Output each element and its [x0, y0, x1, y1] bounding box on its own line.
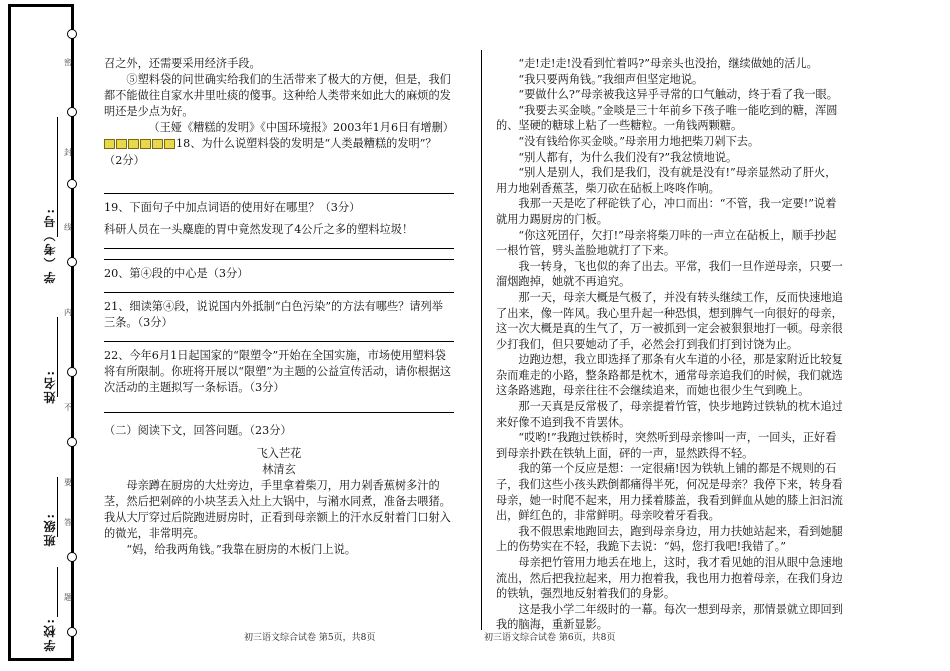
paragraph: 我的第一个反应是想：一定很痛!因为铁轨上铺的都是不规则的石子，我们这些小孩头跌倒都痛得半死，何况是母亲？我停下来，转身看母亲，她一时爬不起来，用力揉着膝盖，我看到鲜血从她的膝上汩汩流出，鲜红色的，非常鲜明。母亲咬着牙看我。	[496, 462, 843, 523]
score-box-icon	[104, 136, 176, 152]
school-line	[57, 567, 58, 617]
margin-char: 题	[64, 593, 72, 602]
question-18-text: 18、为什么说塑料袋的发明是“人类最糟糕的发明”？（2分）	[104, 137, 437, 167]
question-20: 20、第④段的中心是（3分）	[104, 266, 249, 280]
paragraph: 我一转身，飞也似的奔了出去。平常，我们一旦作逆母亲，只要一溜烟跑掉，她就不再追究。	[496, 259, 843, 289]
binding-hole-icon	[67, 257, 77, 267]
paragraph: 那一天真是反常极了，母亲提着竹管，快步地跨过铁轨的枕木追过来好像不追到我不肯罢休。	[496, 400, 843, 429]
binding-hole-icon	[67, 179, 77, 189]
exam-no-label: 学（考）号:	[43, 207, 57, 284]
binding-hole-icon	[67, 552, 77, 562]
answer-line	[104, 255, 454, 260]
section-heading: （二）阅读下文，回答问题。（23分）	[104, 424, 292, 438]
binding-hole-icon	[67, 367, 77, 377]
question-21: 21、细读第④段，说说国内外抵制“白色污染”的方法有哪些？请列举三条。（3分）	[104, 299, 443, 330]
paragraph: ⑤塑料袋的问世确实给我们的生活带来了极大的方便，但是，我们都不能做往自家水井里吐痰的傻事。这种给人类带来如此大的麻烦的发明还是少点为好。	[104, 73, 451, 119]
paragraph: 我不假思索地跑回去，跑到母亲身边，用力扶她站起来，看到她腿上的伤势实在不轻，我跪下去说：“妈，您打我吧!我错了。”	[496, 524, 843, 554]
paragraph: 我那一天是吃了秤砣铁了心，冲口而出：“不管，我一定要!”说着就用力踢厨房的门板。	[496, 197, 837, 226]
page-footer-left: 初三语文综合试卷 第5页，共8页	[244, 633, 376, 643]
paragraph: “你这死囝仔，欠打!”母亲将柴刀咔的一声立在砧板上，顺手抄起一根竹管，劈头盖脸地就打了下来。	[496, 228, 837, 258]
margin-char: 内	[64, 308, 72, 317]
paragraph: “我只要两角钱。”我细声但坚定地说。	[518, 72, 704, 86]
answer-line	[104, 171, 454, 194]
binding-hole-icon	[67, 627, 77, 637]
question-19-sentence: 科研人员在一头麋鹿的胃中竟然发现了4公斤之多的塑料垃圾！	[104, 222, 414, 236]
paragraph: “哎哟!”我跑过铁桥时，突然听到母亲惨叫一声，一回头，正好看到母亲扑跌在铁轨上面，砰的一声，显然跌得不轻。	[496, 431, 837, 460]
story-author: 林清玄	[262, 462, 296, 476]
school-label: 学校:	[43, 617, 57, 652]
margin-char: 线	[64, 223, 72, 232]
question-22: 22、今年6月1日起国家的“限塑令”开始在全国实施，市场使用塑料袋将有所限制。你班将开展以“限塑”为主题的公益宣传活动，请你根据这次活动的主题拟写一条标语。（3分）	[104, 349, 452, 395]
paragraph: 召之外，还需要采用经济手段。	[104, 57, 261, 70]
paragraph: 这是我小学二年级时的一幕。每次一想到母亲，那情景就立即回到我的脑海，重新显影。	[496, 602, 843, 632]
right-column	[496, 56, 846, 633]
paragraph: “我要去买金啖。”金啖是三十年前乡下孩子唯一能吃到的糖，浑圆的、坚硬的糖球上粘了一些糖粒。一角钱两颗糖。	[496, 103, 838, 133]
source-citation: （王娅《糟糕的发明》《中国环境报》2003年1月6日有增删）	[148, 121, 454, 135]
margin-char: 不	[64, 403, 72, 412]
answer-line	[104, 333, 454, 342]
paragraph: “没有钱给你买金啖。”母亲用力地把柴刀剁下去。	[518, 134, 760, 148]
question-18	[104, 136, 454, 168]
column-divider	[481, 50, 482, 630]
story-title: 飞入芒花	[256, 446, 302, 460]
binding-margin	[8, 4, 74, 661]
margin-char: 要	[64, 478, 72, 487]
paragraph: 边跑边想，我立即选择了那条有火车道的小径，那是家附近比较复杂而难走的小路，整条路都是枕木，通常母亲追我们的时候，我们就选这条路逃跑，母亲往往不会继续追来，而她也很少生气到晚上。	[496, 353, 843, 398]
margin-char: 封	[64, 148, 72, 157]
margin-char: 密	[64, 58, 72, 67]
question-19: 19、下面句子中加点词语的使用好在哪里？（3分）	[104, 200, 361, 214]
answer-line	[104, 398, 454, 413]
paragraph: “别人都有，为什么我们没有?”我忿愤地说。	[518, 150, 738, 164]
name-label: 姓名:	[43, 369, 57, 404]
paragraph: “妈，给我两角钱。”我靠在厨房的木板门上说。	[126, 543, 356, 557]
paragraph: 那一天，母亲大概是气极了，并没有转头继续工作，反而快速地追了出来，像一阵风。我心里升起一种恐惧，想到脾气一向很好的母亲，这一次大概是真的生气了，万一被抓到一定会被狠狠地打一顿。母亲很少打我们，但只要她动了手，必然会打到我们打到讨饶为止。	[496, 290, 843, 351]
binding-hole-icon	[67, 29, 77, 39]
binding-hole-icon	[67, 437, 77, 447]
paragraph: 母亲把竹管用力地丢在地上，这时，我才看见她的泪从眼中急速地流出，然后把我拉起来，用力抱着我，我也用力抱着母亲，在我们身边的铁轨，强烈地反射着我们的身影。	[496, 556, 843, 601]
class-label: 班级:	[43, 512, 57, 547]
answer-line	[104, 284, 454, 293]
margin-char: 答	[64, 518, 72, 527]
paragraph: 母亲蹲在厨房的大灶旁边，手里拿着柴刀，用力剁香蕉树多汁的茎，然后把剁碎的小块茎丢入灶上大锅中，与潲水同煮，准备去喂猪。我从大厅穿过后院跑进厨房时，正看到母亲额上的汗水反射着门口射入的微光，非常明亮。	[104, 478, 451, 541]
page-footer-right: 初三语文综合试卷 第6页，共8页	[484, 633, 616, 643]
paragraph: “别人是别人，我们是我们，没有就是没有!”母亲显然动了肝火，用力地剁香蕉茎，柴刀砍在砧板上咚咚作响。	[496, 166, 837, 195]
left-column	[104, 56, 454, 558]
answer-line	[104, 240, 454, 249]
binding-hole-icon	[67, 107, 77, 117]
paragraph: “要做什么?”母亲被我这异乎寻常的口气触动，终于看了我一眼。	[518, 88, 838, 102]
paragraph: “走!走!走!没看到忙着吗?”母亲头也没抬，继续做她的活儿。	[518, 57, 818, 70]
